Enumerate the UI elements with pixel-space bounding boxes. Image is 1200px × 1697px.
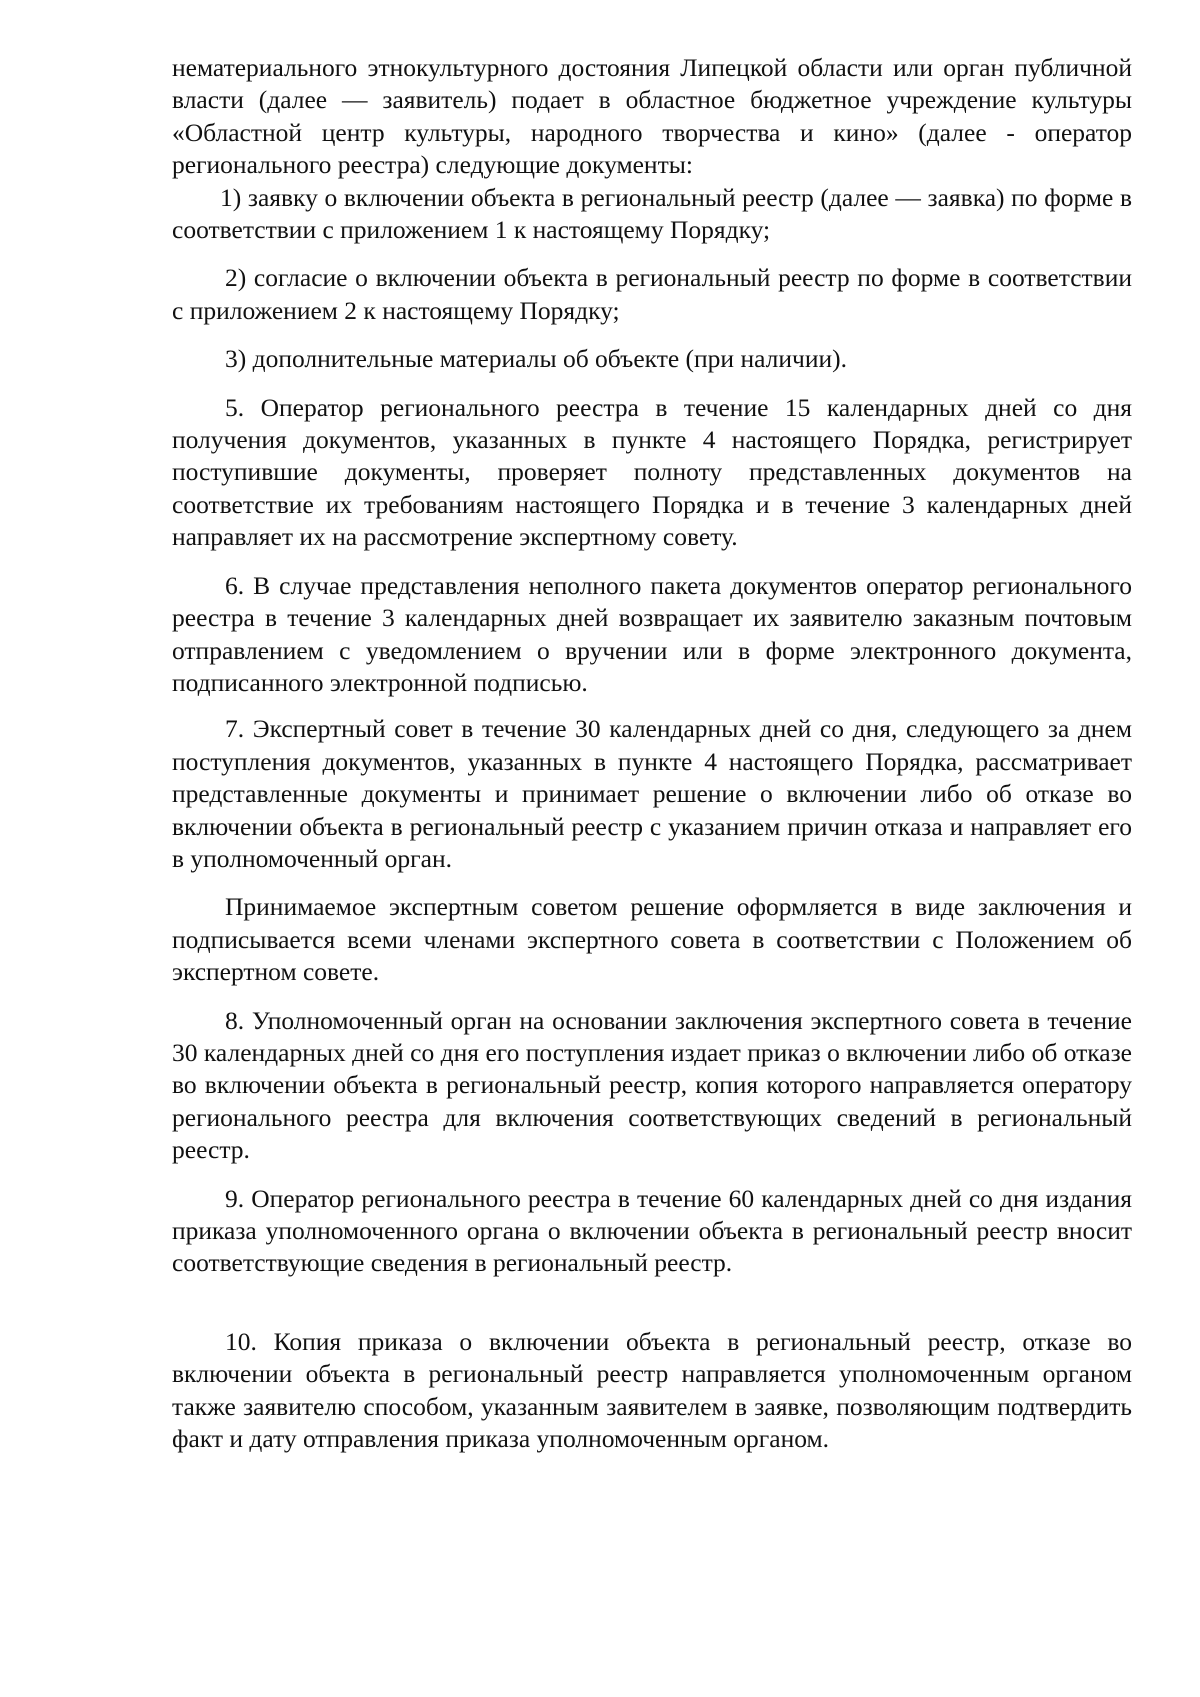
paragraph-expert-decision: Принимаемое экспертным советом решение оформляется в виде заключения и подписывается всеми членами экспертного совета в соответствии с Положением об экспертном совете. [172,892,1132,987]
paragraph-clause-10: 10. Копия приказа о включении объекта в региональный реестр, отказе во включении объекта в региональный реестр направляется уполномоченным органом также заявителю способом, указанным заявителем в заявке, позволяющим подтвердить факт и дату отправления приказа уполномоченным органом. [172,1326,1132,1454]
paragraph-clause-7: 7. Экспертный совет в течение 30 календарных дней со дня, следующего за днем поступления документов, указанных в пункте 4 настоящего Порядка, рассматривает представленные документы и принимает решение о включении либо об отказе во включении объекта в региональный реестр с указанием причин отказа и направляет его в уполномоченный орган. [172,714,1132,873]
paragraph-item-3-materials: 3) дополнительные материалы об объекте (при наличии). [225,344,847,374]
paragraph-applicant-submission: нематериального этнокультурного достояния Липецкой области или орган публичной власти (далее — заявитель) подает в областное бюджетное учреждение культуры «Областной центр культуры, народного творчества и кино» (далее - оператор регионального реестра) следующие документы: [172,53,1132,180]
document-page [172,52,1132,1455]
paragraph-clause-6: 6. В случае представления неполного пакета документов оператор регионального реестра в течение 3 календарных дней возвращает их заявителю заказным почтовым отправлением с уведомлением о вручении или в форме электронного документа, подписанного электронной подписью. [172,570,1132,697]
paragraph-clause-8: 8. Уполномоченный орган на основании заключения экспертного совета в течение 30 календарных дней со дня его поступления издает приказ о включении либо об отказе во включении объекта в региональный реестр, копия которого направляется оператору регионального реестра для включения соответствующих сведений в региональный реестр. [172,1005,1132,1165]
paragraph-clause-9: 9. Оператор регионального реестра в течение 60 календарных дней со дня издания приказа уполномоченного органа о включении объекта в региональный реестр вносит соответствующие сведения в региональный реестр. [172,1183,1132,1278]
paragraph-item-1-application: 1) заявку о включении объекта в региональный реестр (далее — заявка) по форме в соответствии с приложением 1 к настоящему Порядку; [172,182,1132,245]
paragraph-clause-5: 5. Оператор регионального реестра в течение 15 календарных дней со дня получения документов, указанных в пункте 4 настоящего Порядка, регистрирует поступившие документы, проверяет полноту представленных документов на соответствие их требованиям настоящего Порядка и в течение 3 календарных дней направляет их на рассмотрение экспертному совету. [172,392,1132,552]
paragraph-item-2-consent: 2) согласие о включении объекта в региональный реестр по форме в соответствии с приложением 2 к настоящему Порядку; [172,263,1132,325]
